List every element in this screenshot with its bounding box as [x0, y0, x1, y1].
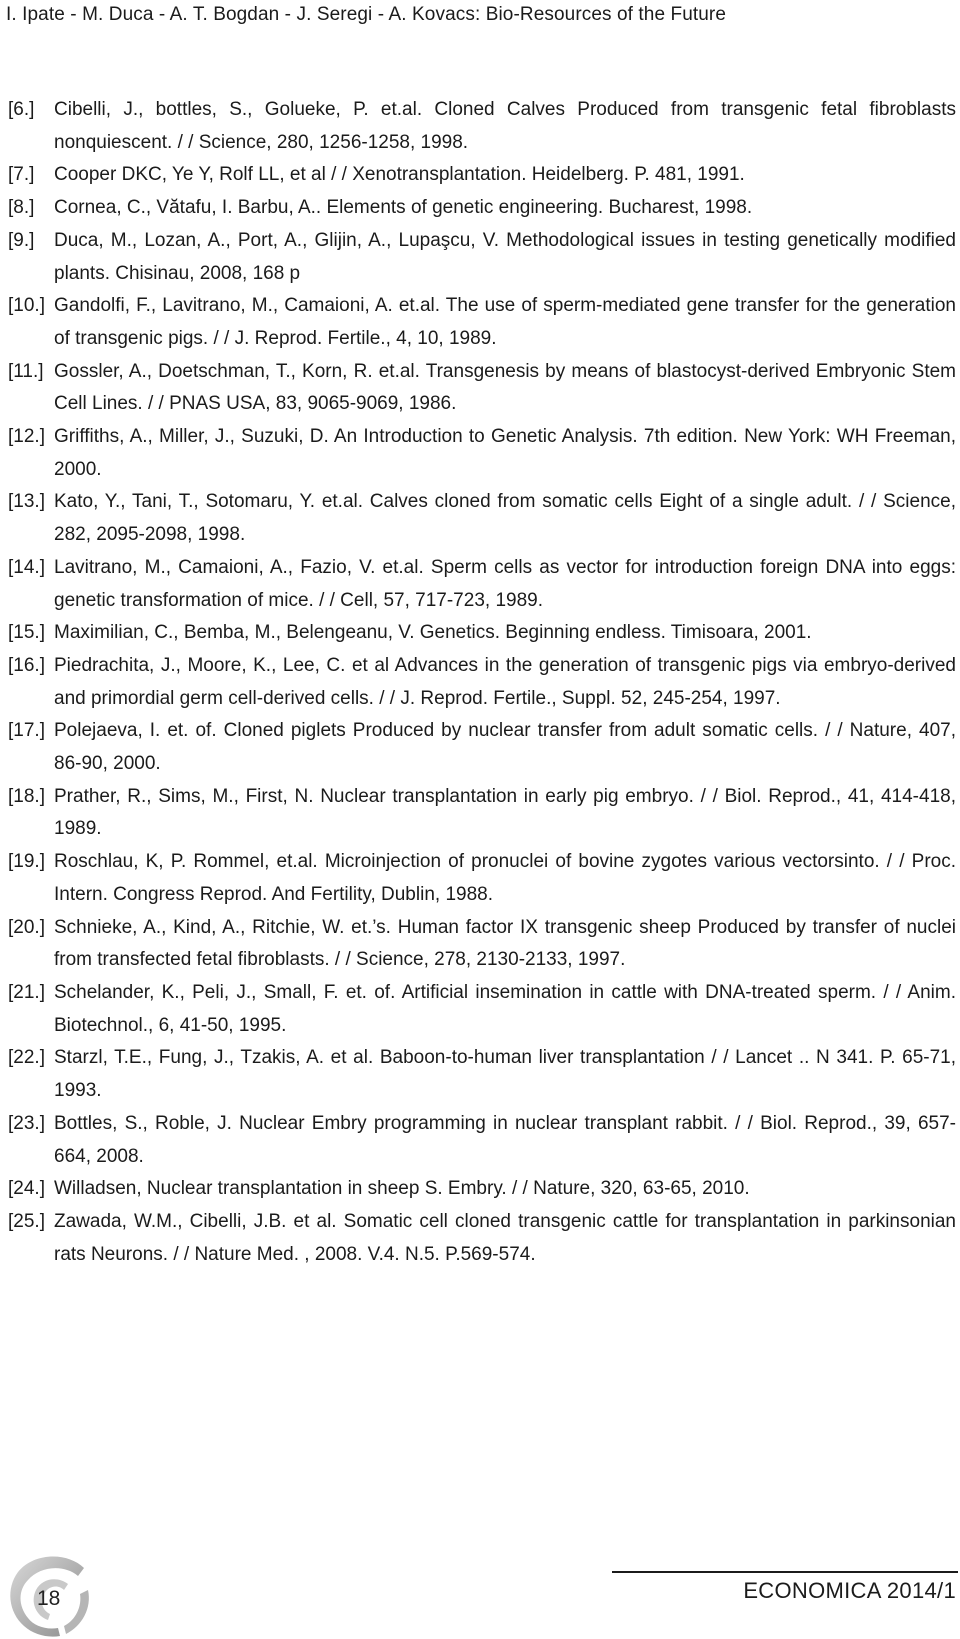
reference-number: [22.] — [8, 1047, 45, 1069]
reference-text: Cibelli, J., bottles, S., Golueke, P. et.al. Cloned Calves Produced from transgenic fetal fibroblasts nonquiescent. / / Science, 280, 1256-1258, 1998. — [54, 99, 956, 153]
reference-number: [19.] — [8, 851, 45, 873]
reference-text: Cornea, C., Vătafu, I. Barbu, A.. Elements of genetic engineering. Bucharest, 1998. — [54, 197, 753, 219]
reference-text: Willadsen, Nuclear transplantation in sheep S. Embry. / / Nature, 320, 63-65, 2010. — [54, 1178, 750, 1200]
reference-number: [12.] — [8, 426, 45, 448]
reference-number: [7.] — [8, 164, 35, 186]
reference-number: [9.] — [8, 229, 35, 251]
reference-text: Roschlau, K, P. Rommel, et.al. Microinjection of pronuclei of bovine zygotes various vectorsinto. / / Proc. Intern. Congress Reprod. And Fertility, Dublin, 1988. — [54, 851, 956, 905]
reference-text: Lavitrano, M., Camaioni, A., Fazio, V. et.al. Sperm cells as vector for introduction foreign DNA into eggs: genetic transformation of mice. / / Cell, 57, 717-723, 1989. — [54, 556, 956, 611]
reference-item — [8, 486, 956, 551]
reference-item — [8, 552, 956, 617]
reference-number: [13.] — [8, 491, 45, 513]
reference-item — [8, 650, 956, 715]
reference-item — [8, 977, 956, 1042]
reference-number: [6.] — [8, 99, 35, 120]
reference-number: [16.] — [8, 654, 45, 676]
page-number: 18 — [37, 1587, 61, 1610]
reference-number: [20.] — [8, 916, 45, 938]
reference-item — [8, 159, 956, 192]
reference-text: Starzl, T.E., Fung, J., Tzakis, A. et al. Baboon-to-human liver transplantation / / Lancet .. N 341. P. 65-71, 1993. — [54, 1047, 956, 1102]
reference-number: [21.] — [8, 981, 45, 1003]
reference-item — [8, 1206, 956, 1271]
reference-item — [8, 1042, 956, 1107]
badge-inner-arc — [64, 1590, 89, 1634]
reference-item — [8, 781, 956, 846]
reference-item — [8, 290, 956, 355]
journal-label: ECONOMICA 2014/1 — [743, 1578, 956, 1603]
reference-text: Cooper DKC, Ye Y, Rolf LL, et al / / Xenotransplantation. Heidelberg. P. 481, 1991. — [54, 164, 745, 186]
running-header: I. Ipate - M. Duca - A. T. Bogdan - J. Seregi - A. Kovacs: Bio-Resources of the Future — [6, 4, 727, 25]
reference-item — [8, 94, 956, 159]
reference-text: Schelander, K., Peli, J., Small, F. et. of. Artificial insemination in cattle with DNA-treated sperm. / / Anim. Biotechnol., 6, 41-50, 1995. — [54, 981, 956, 1036]
reference-item — [8, 192, 956, 225]
reference-item — [8, 1173, 956, 1206]
reference-item — [8, 1108, 956, 1173]
reference-text: Polejaeva, I. et. of. Cloned piglets Produced by nuclear transfer from adult somatic cells. / / Nature, 407, 86-90, 2000. — [54, 720, 956, 775]
reference-item — [8, 617, 956, 650]
reference-item — [8, 225, 956, 290]
reference-text: Zawada, W.M., Cibelli, J.B. et al. Somatic cell cloned transgenic cattle for transplantation in parkinsonian rats Neurons. / / Nature Med. , 2008. V.4. N.5. P.569-574. — [54, 1210, 956, 1265]
reference-item — [8, 846, 956, 911]
reference-number: [14.] — [8, 556, 45, 578]
reference-number: [18.] — [8, 785, 45, 807]
footer-rule — [612, 1571, 958, 1573]
reference-text: Bottles, S., Roble, J. Nuclear Embry programming in nuclear transplant rabbit. / / Biol. Reprod., 39, 657-664, 2008. — [54, 1112, 956, 1167]
reference-item — [8, 356, 956, 421]
reference-text: Maximilian, C., Bemba, M., Belengeanu, V. Genetics. Beginning endless. Timisoara, 2001. — [54, 622, 812, 644]
reference-number: [11.] — [8, 360, 44, 382]
reference-text: Griffiths, A., Miller, J., Suzuki, D. An Introduction to Genetic Analysis. 7th edition. New York: WH Freeman, 2000. — [54, 426, 956, 480]
reference-number: [17.] — [8, 720, 45, 742]
reference-text: Gossler, A., Doetschman, T., Korn, R. et.al. Transgenesis by means of blastocyst-derived Embryonic Stem Cell Lines. / / PNAS USA, 83, 9065-9069, 1986. — [54, 360, 956, 415]
reference-text: Piedrachita, J., Moore, K., Lee, C. et al Advances in the generation of transgenic pigs via embryo-derived and primordial germ cell-derived cells. / / J. Reprod. Fertile., Suppl. 52, 245-254, 1997. — [54, 654, 956, 709]
reference-number: [10.] — [8, 295, 45, 317]
reference-text: Prather, R., Sims, M., First, N. Nuclear transplantation in early pig embryo. / / Biol. Reprod., 41, 414-418, 1989. — [54, 785, 956, 840]
reference-list — [8, 94, 956, 1271]
reference-number: [8.] — [8, 197, 35, 219]
reference-item — [8, 912, 956, 977]
reference-number: [23.] — [8, 1112, 45, 1134]
reference-text: Kato, Y., Tani, T., Sotomaru, Y. et.al. Calves cloned from somatic cells Eight of a single adult. / / Science, 282, 2095-2098, 1998. — [54, 491, 956, 546]
reference-text: Schnieke, A., Kind, A., Ritchie, W. et.’s. Human factor IX transgenic sheep Produced by transfer of nuclei from transfected fetal fibroblasts. / / Science, 278, 2130-2133, 1997. — [54, 916, 956, 971]
reference-number: [24.] — [8, 1178, 45, 1200]
reference-item — [8, 715, 956, 780]
reference-number: [15.] — [8, 622, 45, 644]
reference-text: Duca, M., Lozan, A., Port, A., Glijin, A., Lupaşcu, V. Methodological issues in testing genetically modified plants. Chisinau, 2008, 168 p — [54, 229, 956, 284]
reference-item — [8, 421, 956, 486]
reference-number: [25.] — [8, 1210, 45, 1232]
reference-text: Gandolfi, F., Lavitrano, M., Camaioni, A. et.al. The use of sperm-mediated gene transfer for the generation of transgenic pigs. / / J. Reprod. Fertile., 4, 10, 1989. — [54, 295, 956, 349]
